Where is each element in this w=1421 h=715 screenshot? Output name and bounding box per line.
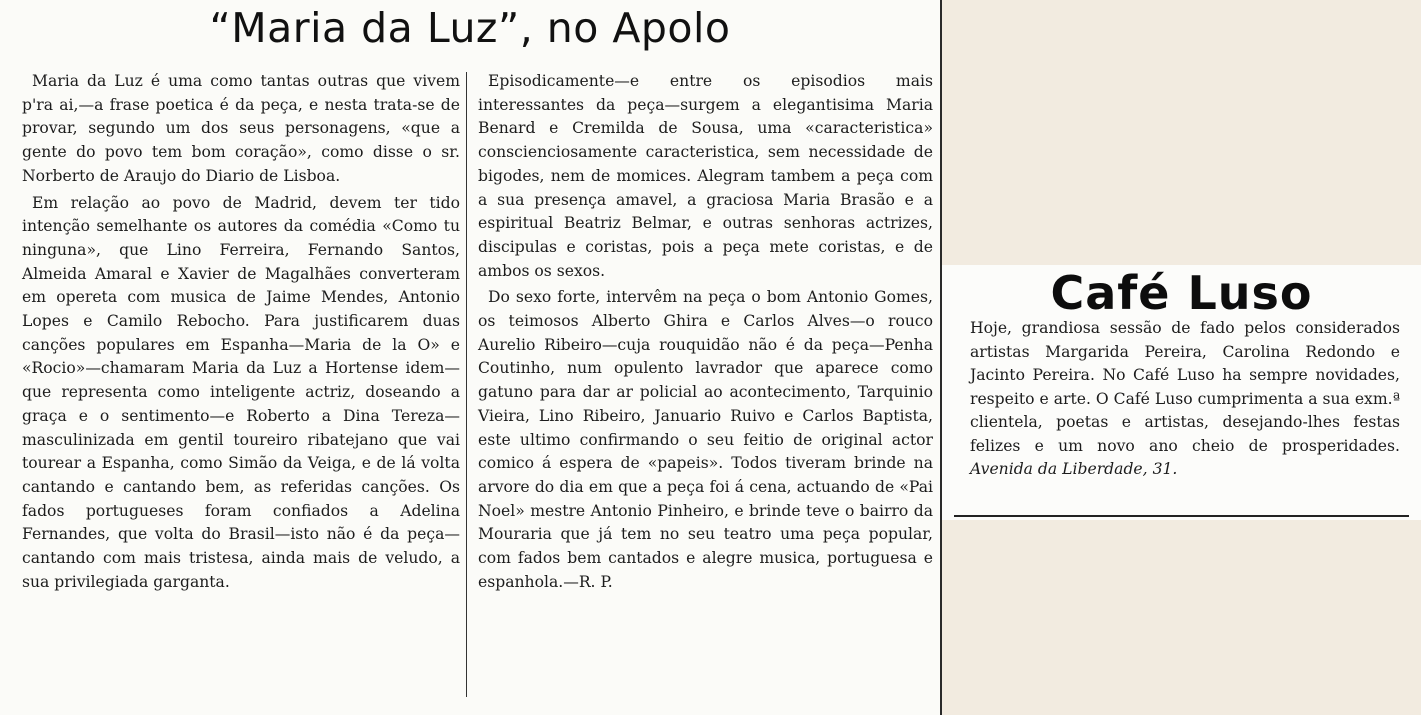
ad-title: Café Luso <box>1050 266 1313 320</box>
ad-address: Avenida da Liberdade, 31. <box>970 460 1178 478</box>
ad-panel <box>942 0 1421 715</box>
article-paragraph: Em relação ao povo de Madrid, devem ter tido intenção semelhante os autores da comédia «Como tu ninguna», que Lino Ferreira, Fernando Santos, Almeida Amaral e Xavier de Magalhães converteram em opereta com musica de Jaime Mendes, Antonio Lopes e Camilo Rebocho. Para justificarem duas canções populares em Espanha—Maria de la O» e «Rocio»—chamaram Maria da Luz a Hortense idem—que representa como inteligente actriz, doseando a graça e o sentimento—e Roberto a Dina Tereza—masculinizada em gentil toureiro ribatejano que vai tourear a Espanha, como Simão da Veiga, e de lá volta cantando e cantando bem, as referidas canções. Os fados portugueses foram confiados a Adelina Fernandes, que volta do Brasil—isto não é da peça—cantando com mais tristesa, ainda mais de veludo, a sua privilegiada garganta. <box>22 193 460 591</box>
article-paragraph: Episodicamente—e entre os episodios mais interessantes da peça—surgem a elegantisima Maria Benard e Cremilda de Sousa, uma «caracteristica» conscienciosamente caracteristica, sem necessidade de bigodes, nem de momices. Alegram tambem a peça com a sua presença amavel, a graciosa Maria Brasão e a espiritual Beatriz Belmar, e outras senhoras actrizes, discipulas e coristas, pois a peça mete coristas, e de ambos os sexos. <box>478 72 933 280</box>
cafe-luso-ad <box>942 265 1421 520</box>
article-column-2 <box>478 70 933 594</box>
ad-text: Hoje, grandiosa sessão de fado pelos considerados artistas Margarida Pereira, Carolina Redondo e Jacinto Pereira. No Café Luso ha sempre novidades, respeito e arte. O Café Luso cumprimenta a sua exm.ª clientela, poetas e artistas, desejando-lhes festas felizes e um novo ano cheio de prosperidades. <box>970 319 1400 455</box>
article-column-1 <box>22 70 460 594</box>
column-divider <box>466 72 467 697</box>
ad-body <box>970 317 1400 482</box>
ad-bottom-rule <box>954 515 1409 517</box>
article-title: “Maria da Luz”, no Apolo <box>209 4 731 52</box>
article-paragraph: Do sexo forte, intervêm na peça o bom Antonio Gomes, os teimosos Alberto Ghira e Carlos Alves—o rouco Aurelio Ribeiro—cuja rouquidão não é da peça—Penha Coutinho, num opulento lavrador que aparece como gatuno para dar ar policial ao acontecimento, Tarquinio Vieira, Lino Ribeiro, Januario Ruivo e Carlos Baptista, este ultimo confirmando o seu feitio de original actor comico á espera de «papeis». Todos tiveram brinde na arvore do dia em que a peça foi á cena, actuando de «Pai Noel» mestre Antonio Pinheiro, e brinde teve o bairro da Mouraria que já tem no seu teatro uma peça popular, com fados bem cantados e alegre musica, portuguesa e espanhola.—R. P. <box>478 288 933 591</box>
article-paragraph: Maria da Luz é uma como tantas outras que vivem p'ra ai,—a frase poetica é da peça, e nesta trata-se de provar, segundo um dos seus personagens, «que a gente do povo tem bom coração», como disse o sr. Norberto de Araujo do Diario de Lisboa. <box>22 72 460 185</box>
